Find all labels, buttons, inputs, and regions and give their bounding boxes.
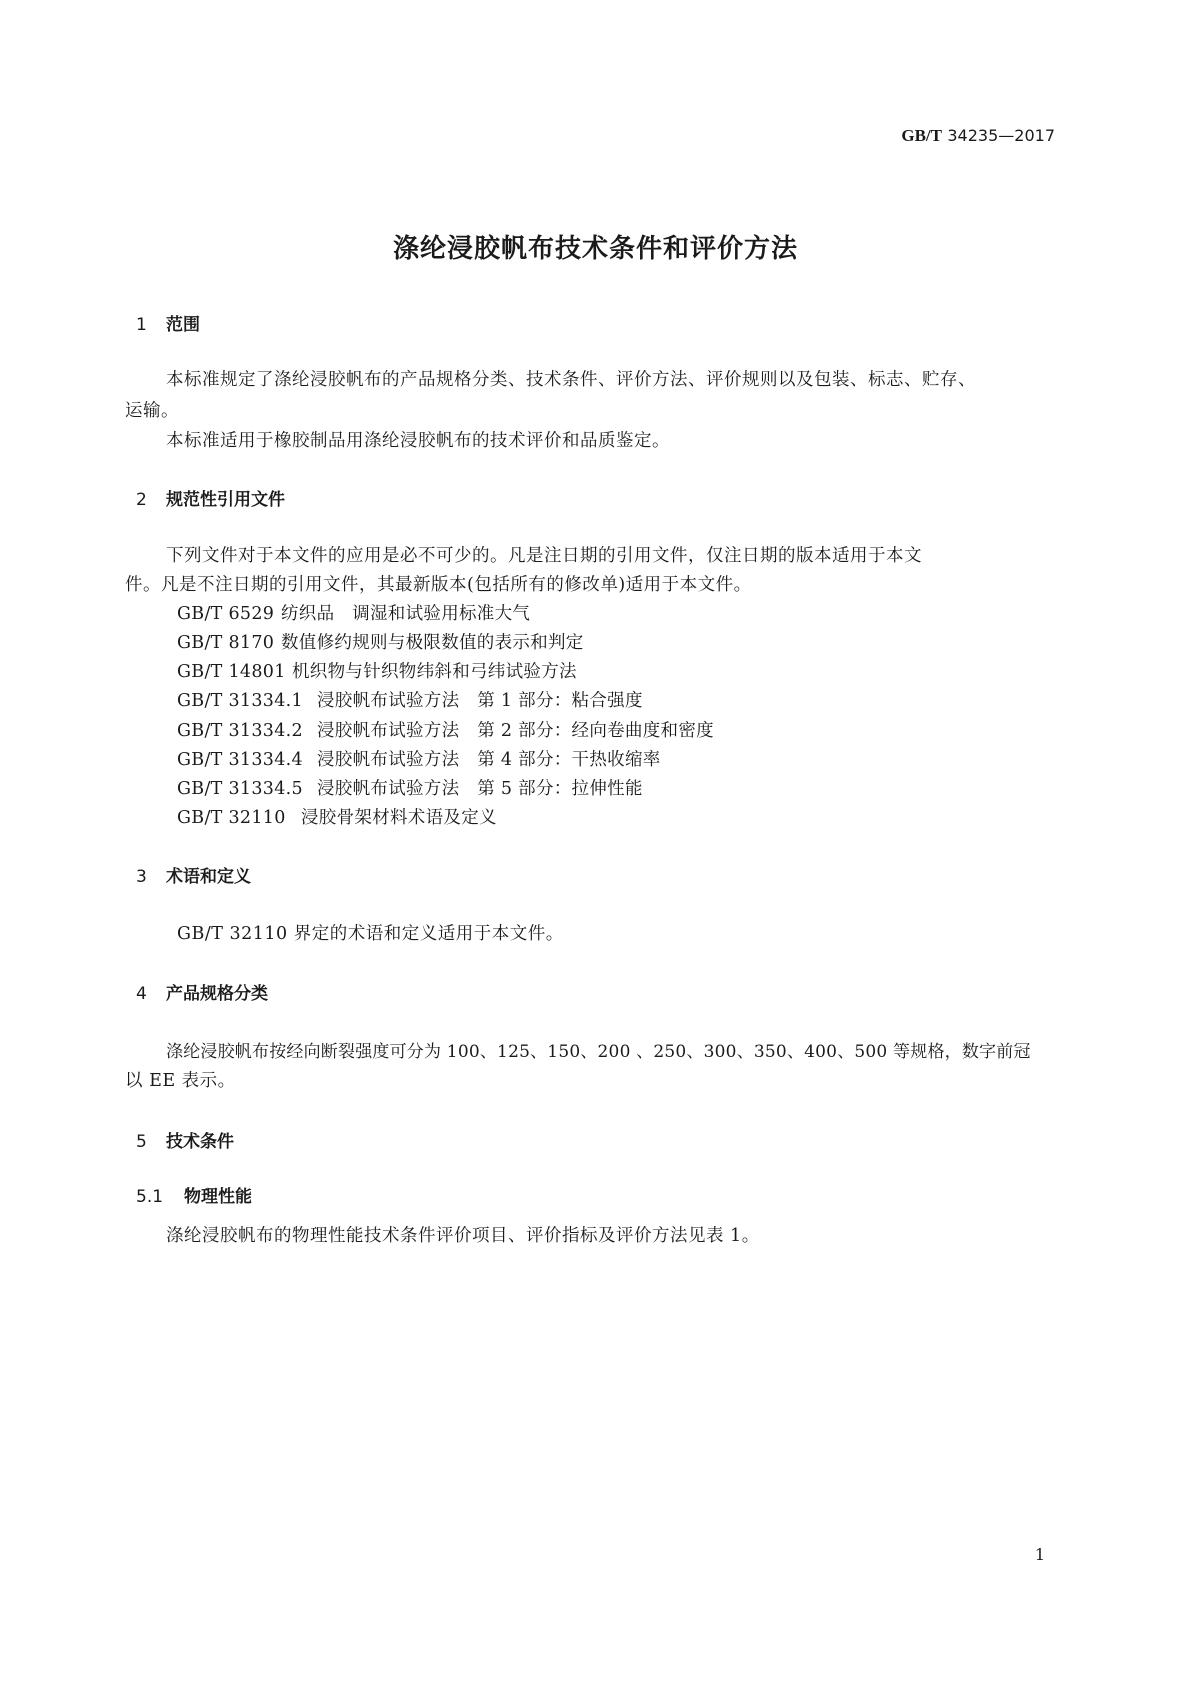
document-title: 涤纶浸胶帆布技术条件和评价方法: [392, 234, 798, 264]
standard-number: [901, 126, 1055, 146]
paragraph-line: 涤纶浸胶帆布的物理性能技术条件评价项目、评价指标及评价方法见表 1。: [166, 1226, 760, 1246]
subsection-title: 物理性能: [184, 1187, 252, 1207]
reference-item: [177, 804, 497, 829]
section-title: 产品规格分类: [166, 984, 268, 1004]
paragraph-line: 本标准规定了涤纶浸胶帆布的产品规格分类、技术条件、评价方法、评价规则以及包装、标志、贮存、: [166, 370, 976, 390]
section-number: 1: [136, 315, 147, 335]
page-number: 1: [1034, 1545, 1045, 1564]
reference-code: GB/T 31334.4: [177, 750, 303, 770]
section-number: 4: [136, 984, 147, 1004]
reference-code: GB/T 31334.2: [177, 721, 303, 741]
reference-title: 浸胶帆布试验方法 第 2 部分：经向卷曲度和密度: [317, 721, 714, 741]
section-number: 2: [136, 490, 147, 510]
subsection-5-1-heading: [136, 1182, 252, 1207]
subsection-number: 5.1: [136, 1187, 164, 1207]
reference-title: 浸胶帆布试验方法 第 1 部分：粘合强度: [317, 691, 643, 711]
paragraph-line: 以 EE 表示。: [125, 1071, 236, 1091]
reference-item: [177, 717, 714, 742]
reference-title: 纺织品 调湿和试验用标准大气: [281, 604, 531, 624]
section-3-heading: [136, 862, 251, 887]
section-2-heading: [136, 485, 285, 510]
reference-item: [177, 600, 530, 625]
section-1-heading: [136, 310, 200, 335]
section-title: 技术条件: [166, 1132, 234, 1152]
reference-item: [177, 658, 577, 683]
paragraph-line: 下列文件对于本文件的应用是必不可少的。凡是注日期的引用文件，仅注日期的版本适用于本文: [166, 546, 922, 566]
reference-code: GB/T 8170: [177, 633, 275, 653]
reference-item: [177, 629, 584, 654]
standard-code: 34235—2017: [947, 126, 1055, 145]
paragraph-line: 运输。: [125, 401, 179, 421]
section-title: 范围: [166, 315, 200, 335]
reference-title: 数值修约规则与极限数值的表示和判定: [281, 633, 584, 653]
reference-code: GB/T 31334.1: [177, 691, 303, 711]
reference-title: 浸胶帆布试验方法 第 5 部分：拉伸性能: [317, 779, 643, 799]
section-5-heading: [136, 1127, 234, 1152]
reference-item: [177, 687, 643, 712]
reference-code: GB/T 6529: [177, 604, 275, 624]
paragraph-line: 件。凡是不注日期的引用文件，其最新版本(包括所有的修改单)适用于本文件。: [125, 575, 752, 595]
reference-title: 浸胶帆布试验方法 第 4 部分：干热收缩率: [317, 750, 661, 770]
reference-item: [177, 746, 661, 771]
paragraph-line: 本标准适用于橡胶制品用涤纶浸胶帆布的技术评价和品质鉴定。: [166, 431, 670, 451]
reference-code: GB/T 31334.5: [177, 779, 303, 799]
paragraph-line: GB/T 32110 界定的术语和定义适用于本文件。: [177, 924, 564, 944]
section-title: 术语和定义: [166, 867, 251, 887]
section-4-heading: [136, 979, 268, 1004]
reference-code: GB/T 14801: [177, 662, 286, 682]
section-number: 5: [136, 1132, 147, 1152]
section-number: 3: [136, 867, 147, 887]
standard-prefix: GB/T: [901, 126, 942, 145]
paragraph-line: 涤纶浸胶帆布按经向断裂强度可分为 100、125、150、200 、250、300、350、400、500 等规格，数字前冠: [166, 1042, 1031, 1062]
reference-code: GB/T 32110: [177, 808, 286, 828]
reference-title: 浸胶骨架材料术语及定义: [301, 808, 497, 828]
reference-title: 机织物与针织物纬斜和弓纬试验方法: [292, 662, 577, 682]
section-title: 规范性引用文件: [166, 490, 285, 510]
reference-item: [177, 775, 643, 800]
